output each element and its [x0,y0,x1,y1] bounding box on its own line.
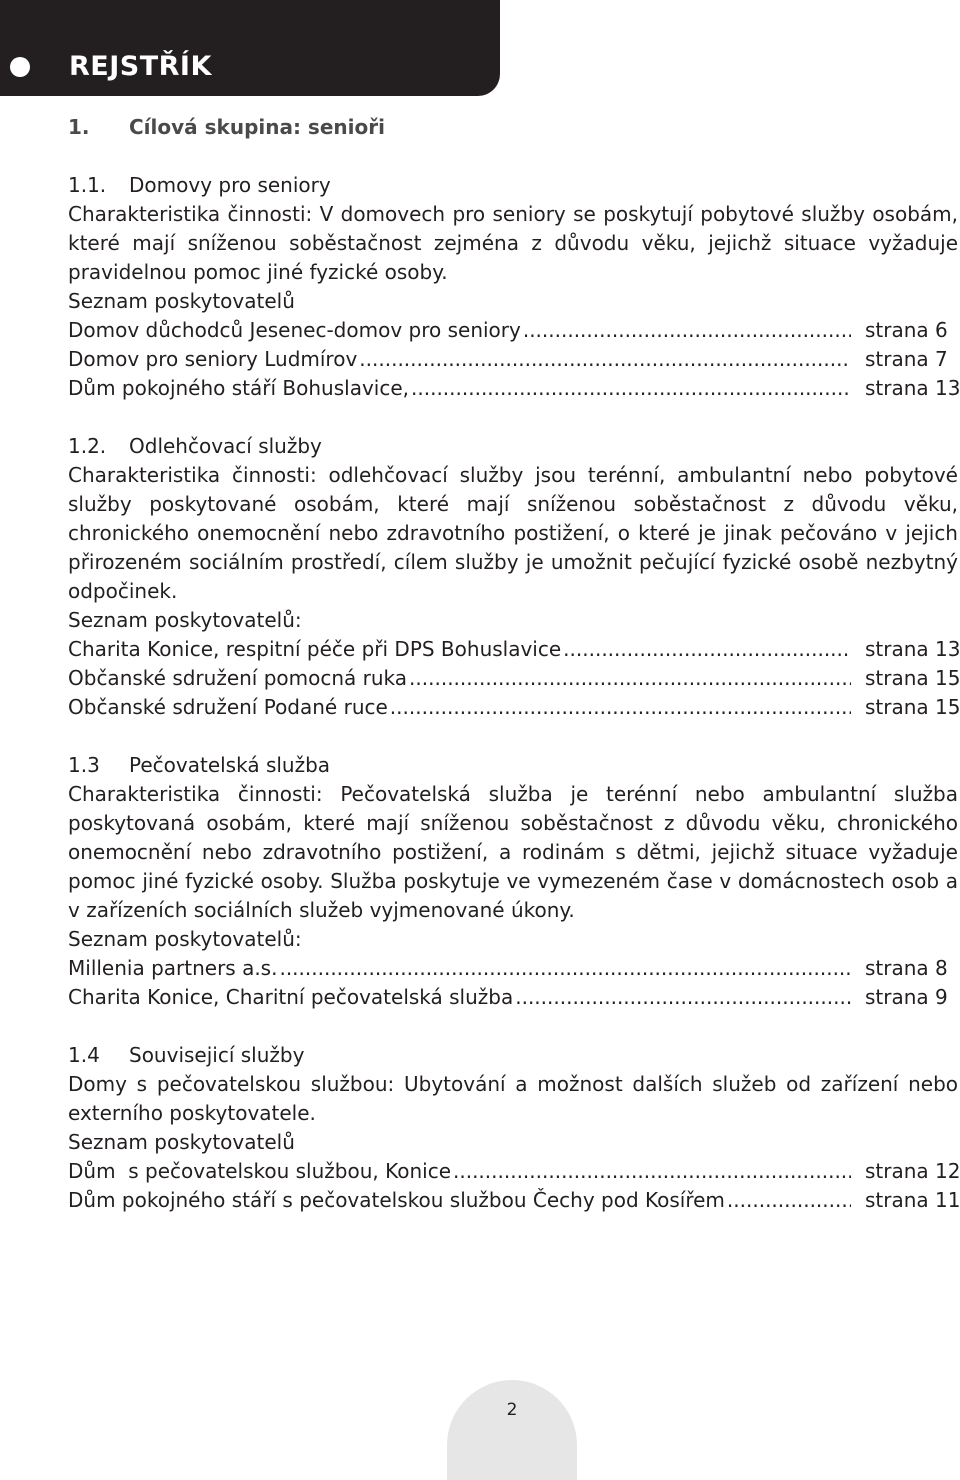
providers-label: Seznam poskytovatelů: [68,927,302,951]
provider-entry[interactable] [68,635,960,664]
provider-entry[interactable] [68,1186,960,1215]
section-description: Domy s pečovatelskou službou: Ubytování a možnost dalších služeb od zařízení nebo externího poskytovatele. [68,1072,958,1125]
providers-label: Seznam poskytovatelů [68,289,295,313]
provider-page: strana 15 [865,666,960,690]
provider-page: strana 12 [865,1159,960,1183]
provider-entry[interactable] [68,316,951,345]
provider-page: strana 13 [865,637,960,661]
provider-entry[interactable] [68,374,960,403]
provider-entry[interactable] [68,983,951,1012]
section-heading [68,171,958,200]
index-content [68,171,958,1215]
provider-page: strana 11 [865,1188,960,1212]
section-heading [68,751,958,780]
section [68,171,958,403]
section-title: Odlehčovací služby [129,434,322,458]
provider-name: Millenia partners a.s. [68,956,278,980]
provider-name: Charita Konice, Charitní pečovatelská služba [68,985,514,1009]
chapter-heading [68,112,385,142]
provider-name: Domov důchodců Jesenec-domov pro seniory [68,318,521,342]
provider-name: Dům pokojného stáří s pečovatelskou službou Čechy pod Kosířem [68,1188,725,1212]
section-number: 1.1. [68,173,107,197]
dot-leader [359,345,851,374]
header-tab [0,0,500,96]
provider-name: Občanské sdružení pomocná ruka [68,666,408,690]
provider-page: strana 8 [865,956,948,980]
section-number: 1.2. [68,434,107,458]
section-description: Charakteristika činnosti: odlehčovací služby jsou terénní, ambulantní nebo pobytové služby poskytované osobám, které mají sníženou soběstačnost z důvodu věku, chronického onemocnění nebo zdravotního postižení, o které je jinak pečováno v jejich přirozeném sociálním prostředí, cílem služby je umožnit pečující fyzické osobě nezbytný odpočinek. [68,463,958,603]
dot-leader [279,954,851,983]
dot-leader [523,316,851,345]
section-title: Souvisejicí služby [129,1043,305,1067]
provider-entry[interactable] [68,954,951,983]
providers-label: Seznam poskytovatelů [68,1130,295,1154]
dot-leader [390,693,851,722]
providers-label: Seznam poskytovatelů: [68,608,302,632]
provider-name: Občanské sdružení Podané ruce [68,695,388,719]
section-number: 1.3 [68,753,100,777]
provider-entry[interactable] [68,345,951,374]
section-title: Pečovatelská služba [129,753,331,777]
provider-name: Dům pokojného stáří Bohuslavice, [68,376,410,400]
dot-leader [563,635,851,664]
provider-page: strana 9 [865,985,948,1009]
chapter-title: Cílová skupina: senioři [129,115,385,139]
provider-page: strana 6 [865,318,948,342]
dot-leader [453,1157,851,1186]
section-description: Charakteristika činnosti: V domovech pro seniory se poskytují pobytové služby osobám, které mají sníženou soběstačnost zejména z důvodu věku, jejichž situace vyžaduje pravidelnou pomoc jiné fyzické osoby. [68,202,958,284]
provider-name: Domov pro seniory Ludmírov [68,347,358,371]
section-heading [68,1041,958,1070]
provider-entry[interactable] [68,1157,960,1186]
section [68,1041,958,1215]
provider-page: strana 15 [865,695,960,719]
provider-name: Charita Konice, respitní péče při DPS Bohuslavice [68,637,562,661]
provider-page: strana 13 [865,376,960,400]
dot-leader [515,983,851,1012]
dot-leader [409,664,851,693]
provider-entry[interactable] [68,693,960,722]
bullet-icon [10,57,30,77]
provider-page: strana 7 [865,347,948,371]
section-description: Charakteristika činnosti: Pečovatelská služba je terénní nebo ambulantní služba poskytovaná osobám, které mají sníženou soběstačnost z důvodu věku, chronického onemocnění nebo zdravotního postižení, a rodinám s dětmi, jejichž situace vyžaduje pomoc jiné fyzické osoby. Služba poskytuje ve vymezeném čase v domácnostech osob a v zařízeních sociálních služeb vyjmenované úkony. [68,782,958,922]
dot-leader [727,1186,851,1215]
section [68,751,958,1012]
section-number: 1.4 [68,1043,100,1067]
section-title: Domovy pro seniory [129,173,331,197]
page-title: REJSTŘÍK [69,51,212,82]
section [68,432,958,722]
section-heading [68,432,958,461]
dot-leader [411,374,851,403]
page-number-tab [447,1380,577,1480]
provider-name: Dům s pečovatelskou službou, Konice [68,1159,451,1183]
chapter-number: 1. [68,115,90,139]
provider-entry[interactable] [68,664,960,693]
page-number: 2 [506,1400,518,1420]
